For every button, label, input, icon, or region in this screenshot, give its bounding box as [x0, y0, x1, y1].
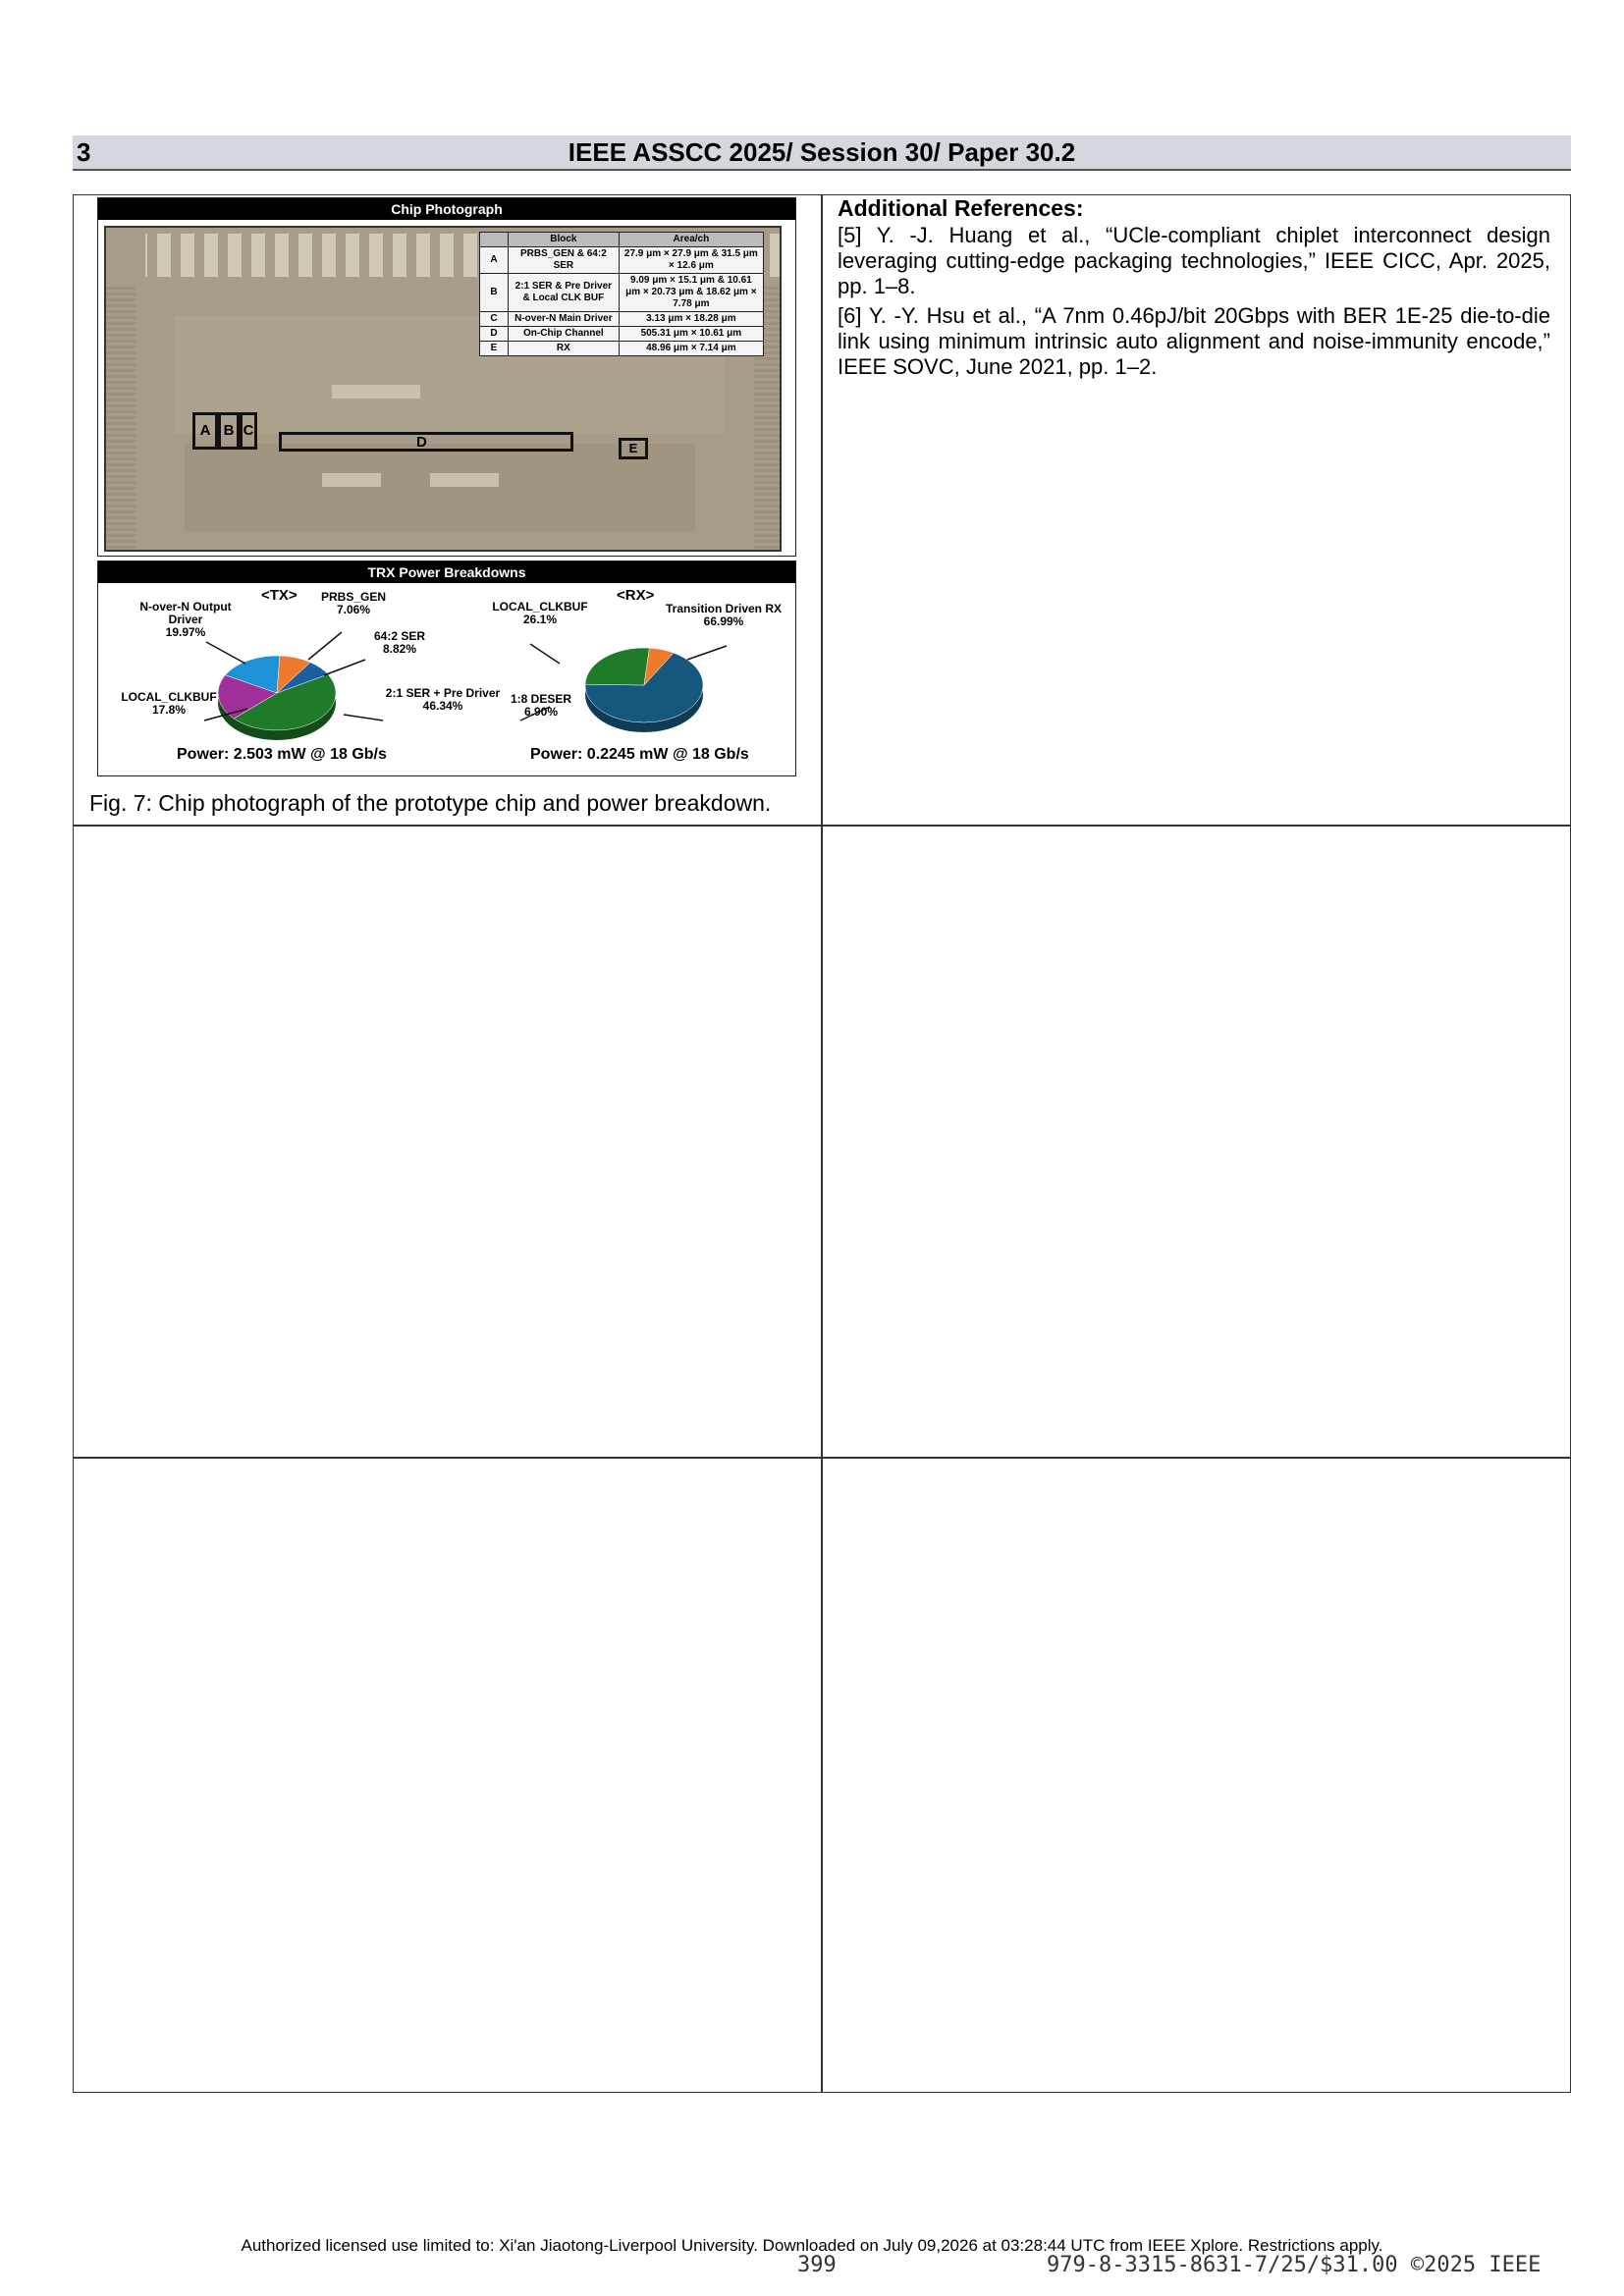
tx-label-prbs: PRBS_GEN 7.06%: [320, 590, 387, 616]
table-row: B 2:1 SER & Pre Driver & Local CLK BUF 9.09 μm × 15.1 μm & 10.61 μm × 20.73 μm & 18.62 μm × 7.78 μm: [480, 274, 764, 312]
power-breakdown-panel: [97, 561, 796, 776]
empty-cell: [73, 825, 823, 1459]
reference-item: [6] Y. -Y. Hsu et al., “A 7nm 0.46pJ/bit 20Gbps with BER 1E-25 die-to-die link using minimum intrinsic auto alignment and noise-immunity encode,” IEEE SOVC, June 2021, pp. 1–2.: [838, 303, 1550, 379]
pie-slice-local-clkbuf: [585, 648, 649, 685]
table-header-row: [480, 233, 764, 247]
tx-label-nover: N-over-N Output Driver 19.97%: [139, 600, 232, 639]
rx-label-clk: LOCAL_CLKBUF 26.1%: [492, 600, 588, 626]
figure-cell: [73, 194, 823, 827]
tx-label-clk: LOCAL_CLKBUF 17.8%: [121, 690, 217, 717]
tx-power: Power: 2.503 mW @ 18 Gb/s: [177, 746, 387, 763]
empty-cell: [73, 1457, 823, 2093]
chip-photo-panel: [97, 197, 796, 557]
leader-line: [324, 660, 365, 675]
tx-label-ser64: 64:2 SER 8.82%: [373, 629, 426, 656]
rx-label-deser: 1:8 DESER 6.90%: [510, 692, 572, 719]
leader-line: [206, 642, 245, 664]
block-label-d: D: [416, 434, 427, 451]
tx-tag: <TX>: [261, 587, 298, 604]
power-breakdown-title: TRX Power Breakdowns: [98, 561, 795, 583]
figure-caption: Fig. 7: Chip photograph of the prototype chip and power breakdown.: [89, 790, 772, 816]
leader-line: [530, 644, 560, 664]
leader-line: [344, 715, 383, 721]
tx-label-ser21: 2:1 SER + Pre Driver 46.34%: [385, 686, 501, 713]
empty-cell: [821, 825, 1571, 1459]
reference-item: [5] Y. -J. Huang et al., “UCle-compliant chiplet interconnect design leveraging cutting-edge packaging technologies,” IEEE CICC, Apr. 2025, pp. 1–8.: [838, 223, 1550, 298]
rx-power: Power: 0.2245 mW @ 18 Gb/s: [530, 746, 749, 763]
chip-photo-title: Chip Photograph: [98, 198, 795, 220]
table-row: A PRBS_GEN & 64:2 SER 27.9 μm × 27.9 μm & 31.5 μm × 12.6 μm: [480, 247, 764, 274]
content-grid: [73, 194, 1571, 2095]
copyright: 979-8-3315-8631-7/25/$31.00 ©2025 IEEE: [1047, 2253, 1542, 2277]
block-box-b: B: [218, 412, 240, 450]
table-row: C N-over-N Main Driver 3.13 μm × 18.28 μm: [480, 312, 764, 327]
page-header: [73, 135, 1571, 171]
page-number: 399: [797, 2253, 837, 2277]
table-header: Block: [509, 233, 620, 247]
table-header: Area/ch: [619, 233, 763, 247]
block-box-c: C: [240, 412, 257, 450]
page-number-header: 3: [77, 137, 91, 167]
block-area-table: [479, 232, 764, 356]
table-row: E RX 48.96 μm × 7.14 μm: [480, 342, 764, 356]
license-footer: Authorized licensed use limited to: Xi'an Jiaotong-Liverpool University. Downloaded on July 09,2026 at 03:28:44 UTC from IEEE Xplore. Restrictions apply.: [241, 2236, 1383, 2255]
block-box-e: E: [619, 438, 648, 459]
block-box-a: A: [192, 412, 218, 450]
leader-line: [308, 632, 342, 660]
references-heading: Additional References:: [838, 195, 1084, 221]
chip-photo: [104, 226, 782, 552]
header-title: IEEE ASSCC 2025/ Session 30/ Paper 30.2: [568, 137, 1076, 167]
empty-cell: [821, 1457, 1571, 2093]
leader-line: [687, 646, 727, 660]
table-row: D On-Chip Channel 505.31 μm × 10.61 μm: [480, 327, 764, 342]
references-cell: [821, 194, 1571, 827]
references: [838, 195, 1550, 384]
rx-label-trx: Transition Driven RX 66.99%: [665, 602, 783, 628]
rx-tag: <RX>: [617, 587, 655, 604]
